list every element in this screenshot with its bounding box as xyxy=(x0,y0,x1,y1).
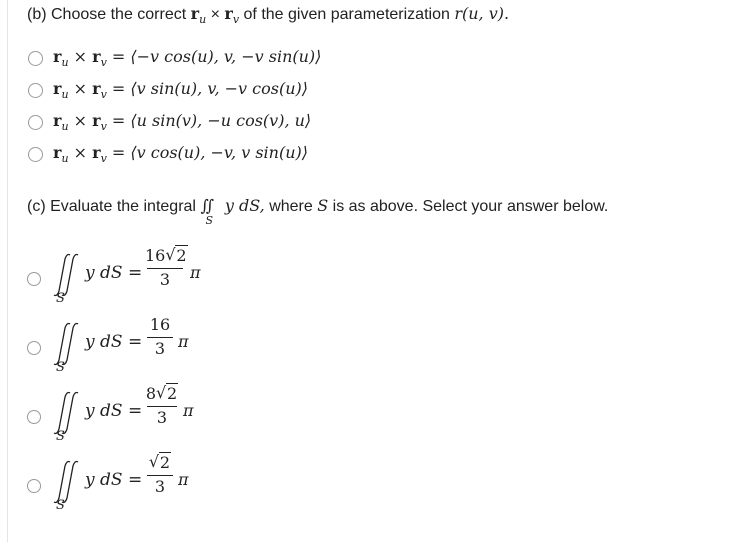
radio-button[interactable] xyxy=(28,83,43,98)
pi-symbol: π xyxy=(190,263,201,282)
r-u-symbol: $r_u$ xyxy=(190,4,207,27)
r-v-symbol: $r_v$ xyxy=(224,4,240,27)
denominator: 3 xyxy=(156,408,168,427)
option-b-2[interactable] xyxy=(28,79,308,101)
cross-symbol: × xyxy=(210,6,220,23)
double-integral-icon xyxy=(50,389,80,437)
radio-button[interactable] xyxy=(27,341,41,355)
fraction xyxy=(145,452,175,497)
option-b-expression: $r_u \times r_v$ = ⟨v cos(u), −v, v sin(u)⟩ xyxy=(53,142,309,166)
question-c-text: where xyxy=(269,198,313,215)
numerator: 16 xyxy=(149,315,171,334)
integrand: y dS xyxy=(85,470,123,490)
left-border xyxy=(7,0,8,542)
denominator: 3 xyxy=(154,339,166,358)
numerator xyxy=(145,452,175,474)
option-c-1[interactable] xyxy=(27,245,327,323)
denominator: 3 xyxy=(154,477,166,496)
option-b-1[interactable] xyxy=(28,47,321,69)
radio-button[interactable] xyxy=(27,410,41,424)
r-uv-expression: r(u, v). xyxy=(454,4,510,23)
radio-button[interactable] xyxy=(28,115,43,130)
option-b-expression: $r_u \times r_v$ = ⟨−v cos(u), v, −v sin(u)⟩ xyxy=(53,46,322,70)
radio-button[interactable] xyxy=(27,479,41,493)
equals-sign: = xyxy=(128,332,143,352)
fraction-bar xyxy=(147,337,173,338)
option-c-2[interactable] xyxy=(27,315,327,392)
option-b-expression: $r_u \times r_v$ = ⟨u sin(v), −u cos(v), u⟩ xyxy=(53,110,312,134)
double-integral-icon xyxy=(50,458,80,506)
numerator: 16 √ 2 xyxy=(145,245,187,265)
integral-subscript: S xyxy=(56,291,65,306)
question-c-label: (c) Evaluate the integral xyxy=(27,198,196,215)
integrand: y dS xyxy=(85,332,123,352)
fraction-bar xyxy=(147,268,183,269)
option-c-4[interactable] xyxy=(27,452,327,530)
integrand: y dS xyxy=(85,401,123,421)
fraction-bar xyxy=(147,406,177,407)
denominator: 3 xyxy=(159,270,171,289)
pi-symbol: π xyxy=(183,401,194,420)
question-b-text: of the given parameterization xyxy=(243,6,450,23)
question-b-title xyxy=(27,4,509,26)
surface-symbol: S xyxy=(317,196,329,215)
question-c-text: is as above. Select your answer below. xyxy=(332,198,609,215)
double-integral-symbol: ∬ S xyxy=(200,196,215,227)
equals-sign: = xyxy=(128,401,143,421)
double-integral-icon xyxy=(50,320,80,368)
question-c-title xyxy=(27,196,609,227)
integrand: y dS xyxy=(85,263,123,283)
integral-subscript: S xyxy=(56,360,65,375)
option-b-3[interactable] xyxy=(28,111,311,133)
numerator: 8 √ 2 xyxy=(145,383,178,403)
fraction xyxy=(145,245,185,290)
radio-button[interactable] xyxy=(28,51,43,66)
fraction xyxy=(145,383,179,428)
sqrt-symbol: √ 2 xyxy=(156,383,178,403)
option-b-4[interactable] xyxy=(28,143,308,165)
sqrt-symbol: √ 2 xyxy=(165,245,187,265)
option-b-expression: $r_u \times r_v$ = ⟨v sin(u), v, −v cos(u)⟩ xyxy=(53,78,309,102)
sqrt-symbol: √ 2 xyxy=(148,452,171,472)
pi-symbol: π xyxy=(178,332,189,351)
integral-subscript: S xyxy=(56,498,65,513)
radio-button[interactable] xyxy=(27,272,41,286)
integrand-text: y dS, xyxy=(224,196,265,215)
radio-button[interactable] xyxy=(28,147,43,162)
double-integral-icon xyxy=(50,251,80,299)
equals-sign: = xyxy=(128,263,143,283)
question-b-label: (b) Choose the correct xyxy=(27,6,187,23)
pi-symbol: π xyxy=(178,470,189,489)
integral-subscript: S xyxy=(56,429,65,444)
fraction xyxy=(145,314,175,359)
option-c-3[interactable] xyxy=(27,383,327,461)
equals-sign: = xyxy=(128,470,143,490)
fraction-bar xyxy=(147,475,173,476)
